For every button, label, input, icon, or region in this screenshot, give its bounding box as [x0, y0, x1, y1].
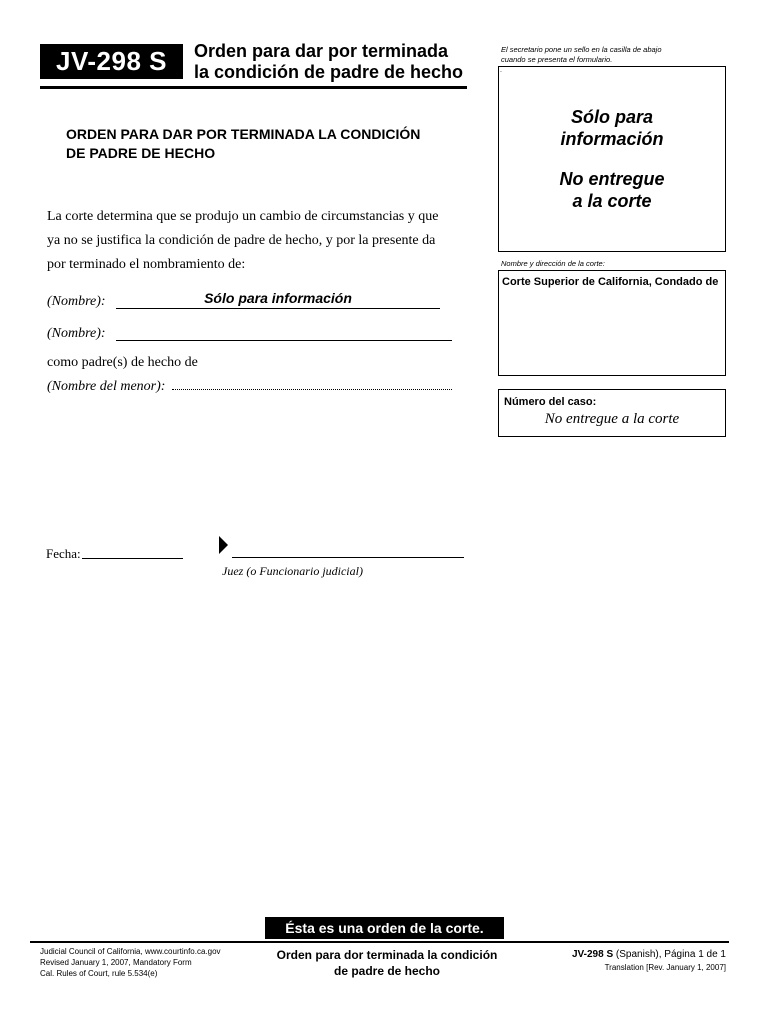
stamp-line1: Sólo para	[570, 107, 654, 127]
clerk-note-line1: El secretario pone un sello en la casilla de abajo	[501, 45, 662, 54]
form-title-line2: DE PADRE DE HECHO	[66, 145, 216, 161]
name-label-1: (Nombre):	[47, 294, 106, 309]
name-field-1[interactable]	[116, 308, 440, 309]
footer-left-line1: Judicial Council of California, www.courtinfo.ca.gov	[40, 947, 221, 956]
name-label-2: (Nombre):	[47, 326, 106, 341]
case-number-value: No entregue a la corte	[544, 411, 680, 427]
stamp-line3: No entregue	[559, 169, 665, 189]
clerk-note-line2: cuando se presenta el formulario.	[501, 55, 613, 64]
minor-name-field[interactable]	[172, 389, 452, 390]
form-title-line1: ORDEN PARA DAR POR TERMINADA LA CONDICIÓN	[66, 126, 421, 142]
header-title-line2: la condición de padre de hecho	[194, 62, 464, 82]
header-rule	[40, 86, 467, 89]
footer-left-line3: Cal. Rules of Court, rule 5.534(e)	[40, 969, 158, 978]
stamp-line2: información	[560, 129, 664, 149]
footer-center-line1: Orden para dor terminada la condición	[276, 948, 498, 962]
name-value-1: Sólo para información	[204, 290, 352, 306]
header-title	[194, 41, 463, 83]
footer-center-line2: de padre de hecho	[333, 964, 441, 978]
body-line2: ya no se justifica la condición de padre de hecho, y por la presente da	[47, 233, 436, 248]
footer-language: (Spanish),	[613, 949, 662, 960]
date-field[interactable]	[82, 558, 183, 559]
clerk-note	[501, 45, 726, 65]
signature-field[interactable]	[232, 557, 464, 558]
court-name: Corte Superior de California, Condado de	[502, 276, 719, 288]
clerk-stamp-box	[498, 66, 726, 252]
body-line1: La corte determina que se produjo un cambio de circumstancias y que	[47, 209, 439, 224]
body-paragraph	[47, 205, 447, 277]
no-deliver-stamp	[498, 168, 726, 212]
signature-arrow-icon	[219, 536, 228, 554]
name-field-2[interactable]	[116, 340, 452, 341]
header-title-line1: Orden para dar por terminada	[194, 41, 449, 61]
judge-label: Juez (o Funcionario judicial)	[222, 564, 363, 578]
footer-center	[262, 947, 512, 979]
case-number-label: Número del caso:	[504, 396, 597, 408]
form-title	[66, 125, 420, 163]
minor-name-label: (Nombre del menor):	[47, 379, 166, 394]
as-parent-text: como padre(s) de hecho de	[47, 355, 198, 370]
info-only-stamp	[498, 106, 726, 150]
footer-form-id: JV-298 S	[571, 949, 614, 960]
footer-left-line2: Revised January 1, 2007, Mandatory Form	[40, 958, 192, 967]
court-order-banner: Ésta es una orden de la corte.	[265, 917, 504, 939]
date-label: Fecha:	[46, 546, 81, 561]
footer-rule	[30, 941, 729, 943]
stamp-line4: a la corte	[572, 191, 652, 211]
footer-translation: Translation [Rev. January 1, 2007]	[604, 963, 726, 972]
court-address-label: Nombre y dirección de la corte:	[501, 259, 605, 268]
footer-right	[520, 948, 726, 974]
clerk-box-dot: .	[500, 67, 502, 74]
footer-page-info	[520, 948, 726, 961]
form-id: JV-298 S	[56, 46, 167, 76]
footer-left	[40, 946, 221, 979]
body-line3: por terminado el nombramiento de:	[47, 257, 246, 272]
footer-page: Página 1 de 1	[661, 949, 726, 960]
form-id-badge	[40, 44, 183, 79]
